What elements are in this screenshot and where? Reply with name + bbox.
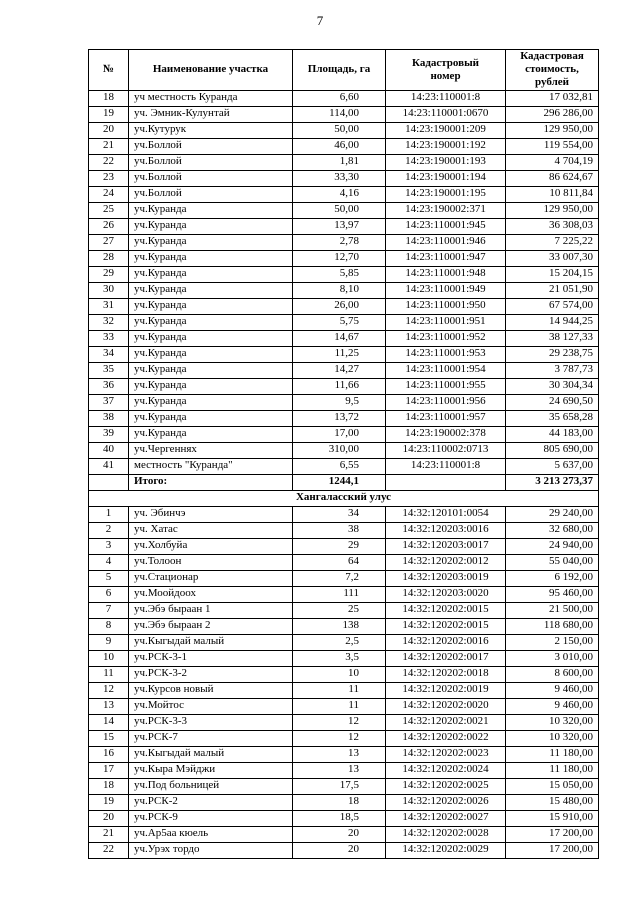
cell-name: уч.Куранда <box>129 298 293 314</box>
cell-cost: 4 704,19 <box>506 154 599 170</box>
cell-num: 6 <box>89 586 129 602</box>
cell-name: уч.Куранда <box>129 378 293 394</box>
cell-num: 18 <box>89 778 129 794</box>
cell-area: 13 <box>293 762 386 778</box>
cell-cad: 14:23:110001:957 <box>386 410 506 426</box>
table-row-section1 <box>89 378 599 394</box>
cell-name: уч. Эмник-Кулунтай <box>129 106 293 122</box>
cell-num: 3 <box>89 538 129 554</box>
cell-num: 7 <box>89 602 129 618</box>
cell-name: уч. Эбинчэ <box>129 506 293 522</box>
header-row <box>89 50 599 91</box>
cell-cost: 3 010,00 <box>506 650 599 666</box>
cell-name: уч.Боллой <box>129 186 293 202</box>
cell-cad: 14:32:120203:0017 <box>386 538 506 554</box>
cell-num: 24 <box>89 186 129 202</box>
cell-cost: 9 460,00 <box>506 698 599 714</box>
cell-area: 310,00 <box>293 442 386 458</box>
cell-cost: 17 200,00 <box>506 826 599 842</box>
cell-cad: 14:23:110001:954 <box>386 362 506 378</box>
cell-area: 1,81 <box>293 154 386 170</box>
cell-num: 20 <box>89 810 129 826</box>
cell-name: уч.Эбэ быраан 2 <box>129 618 293 634</box>
table-row-section1 <box>89 346 599 362</box>
cell-name: уч.Боллой <box>129 154 293 170</box>
table-row-section2 <box>89 698 599 714</box>
table-row-section1 <box>89 138 599 154</box>
cell-area: 12,70 <box>293 250 386 266</box>
table-row-section2 <box>89 618 599 634</box>
table-row-section1 <box>89 250 599 266</box>
cell-name: уч.Куранда <box>129 426 293 442</box>
cell-area: 38 <box>293 522 386 538</box>
cell-area: 3,5 <box>293 650 386 666</box>
cell-area: 9,5 <box>293 394 386 410</box>
table-row-section1 <box>89 218 599 234</box>
cell-name: уч.Кыгыдай малый <box>129 634 293 650</box>
cell-num: 31 <box>89 298 129 314</box>
table-row-section1 <box>89 394 599 410</box>
cell-area: 138 <box>293 618 386 634</box>
cell-cad: 14:23:190002:378 <box>386 426 506 442</box>
table-row-section1 <box>89 106 599 122</box>
table-row-section2 <box>89 762 599 778</box>
cell-cad: 14:32:120203:0020 <box>386 586 506 602</box>
cell-area: 50,00 <box>293 122 386 138</box>
cell-area: 111 <box>293 586 386 602</box>
column-header-num: № <box>89 50 129 91</box>
table-row-section2 <box>89 666 599 682</box>
cell-num: 12 <box>89 682 129 698</box>
cell-cad: 14:23:110001:945 <box>386 218 506 234</box>
table-row-section2 <box>89 746 599 762</box>
cell-name: местность "Куранда" <box>129 458 293 474</box>
cell-name: уч.РСК-9 <box>129 810 293 826</box>
cell-num: 23 <box>89 170 129 186</box>
cell-name: уч.Эбэ быраан 1 <box>129 602 293 618</box>
cell-cost: 21 500,00 <box>506 602 599 618</box>
cell-area: 11,66 <box>293 378 386 394</box>
cell-name: уч. Хатас <box>129 522 293 538</box>
table-row-section2 <box>89 842 599 858</box>
cell-name: уч.Стационар <box>129 570 293 586</box>
cell-area: 11 <box>293 698 386 714</box>
cell-num: 22 <box>89 154 129 170</box>
cell-cost: 55 040,00 <box>506 554 599 570</box>
cell-name: уч.Куранда <box>129 234 293 250</box>
table-row-section2 <box>89 826 599 842</box>
cell-cost: 10 320,00 <box>506 714 599 730</box>
cell-cad: 14:23:110001:956 <box>386 394 506 410</box>
cell-cad: 14:32:120202:0015 <box>386 602 506 618</box>
cell-cost: 6 192,00 <box>506 570 599 586</box>
cell-name: уч.Толоон <box>129 554 293 570</box>
cell-name: уч.РСК-3-3 <box>129 714 293 730</box>
cell-cad: 14:32:120202:0019 <box>386 682 506 698</box>
cell-area: 14,27 <box>293 362 386 378</box>
cell-name: уч.Куранда <box>129 282 293 298</box>
cell-name: уч.Мойтос <box>129 698 293 714</box>
cell-num: 39 <box>89 426 129 442</box>
cell-cad: 14:23:110001:8 <box>386 458 506 474</box>
table-row-section2 <box>89 634 599 650</box>
land-parcels-table <box>88 49 599 859</box>
cell-num: 16 <box>89 746 129 762</box>
cell-cad: 14:32:120202:0022 <box>386 730 506 746</box>
cell-num: 35 <box>89 362 129 378</box>
table-row-section1 <box>89 298 599 314</box>
cell-cost: 3 787,73 <box>506 362 599 378</box>
section-title-row <box>89 490 599 506</box>
table-row-section2 <box>89 730 599 746</box>
cell-name: уч.Чергеннях <box>129 442 293 458</box>
cell-cad: 14:32:120202:0026 <box>386 794 506 810</box>
cell-area: 20 <box>293 842 386 858</box>
cell-cad: 14:23:110002:0713 <box>386 442 506 458</box>
cell-num: 14 <box>89 714 129 730</box>
cell-num: 38 <box>89 410 129 426</box>
cell-num: 28 <box>89 250 129 266</box>
table-body <box>89 90 599 858</box>
table-row-section1 <box>89 186 599 202</box>
cell-cost: 10 811,84 <box>506 186 599 202</box>
cell-name: уч.Куранда <box>129 394 293 410</box>
cell-cad: 14:32:120202:0021 <box>386 714 506 730</box>
cell-cad: 14:32:120202:0012 <box>386 554 506 570</box>
cell-cad: 14:32:120202:0015 <box>386 618 506 634</box>
cell-area: 7,2 <box>293 570 386 586</box>
table-row-section2 <box>89 650 599 666</box>
cell-num: 10 <box>89 650 129 666</box>
cell-cad: 14:23:110001:8 <box>386 90 506 106</box>
cell-name: уч.Ар5аа кюель <box>129 826 293 842</box>
cell-name: уч.РСК-3-1 <box>129 650 293 666</box>
cell-area: 8,10 <box>293 282 386 298</box>
cell-name: уч.Боллой <box>129 138 293 154</box>
cell-cost: 35 658,28 <box>506 410 599 426</box>
cell-area: 64 <box>293 554 386 570</box>
cell-num: 5 <box>89 570 129 586</box>
table-row-section1 <box>89 202 599 218</box>
cell-num: 21 <box>89 138 129 154</box>
cell-cost: 15 910,00 <box>506 810 599 826</box>
cell-name: уч.Боллой <box>129 170 293 186</box>
cell-area: 12 <box>293 730 386 746</box>
cell-area: 29 <box>293 538 386 554</box>
cell-num: 41 <box>89 458 129 474</box>
cell-cost: 24 940,00 <box>506 538 599 554</box>
cell-cad: 14:23:110001:946 <box>386 234 506 250</box>
cell-cost: 67 574,00 <box>506 298 599 314</box>
cell-cad: 14:23:110001:947 <box>386 250 506 266</box>
cell-area: 6,55 <box>293 458 386 474</box>
table-row-section2 <box>89 570 599 586</box>
table-row-section1 <box>89 410 599 426</box>
cell-area: 13,72 <box>293 410 386 426</box>
cell-cad: 14:32:120202:0027 <box>386 810 506 826</box>
cell-num: 21 <box>89 826 129 842</box>
cell-cad: 14:32:120203:0016 <box>386 522 506 538</box>
cell-area: 5,75 <box>293 314 386 330</box>
cell-name: уч.Холбуйа <box>129 538 293 554</box>
table-row-section2 <box>89 778 599 794</box>
table-row-section1 <box>89 330 599 346</box>
cell-cad: 14:32:120202:0025 <box>386 778 506 794</box>
cell-cad: 14:23:190002:371 <box>386 202 506 218</box>
cell-num: 9 <box>89 634 129 650</box>
cell-cad: 14:23:110001:952 <box>386 330 506 346</box>
table-row-section1 <box>89 154 599 170</box>
cell-name: уч.РСК-3-2 <box>129 666 293 682</box>
cell-area: 13 <box>293 746 386 762</box>
cell-num: 36 <box>89 378 129 394</box>
table-row-section2 <box>89 506 599 522</box>
cell-name: уч.Кыгыдай малый <box>129 746 293 762</box>
cell-name: уч.Кутурук <box>129 122 293 138</box>
table-row-section2 <box>89 602 599 618</box>
cell-area: 14,67 <box>293 330 386 346</box>
cell-cost: 38 127,33 <box>506 330 599 346</box>
table-row-section1 <box>89 266 599 282</box>
cell-num: 8 <box>89 618 129 634</box>
cell-area: 11 <box>293 682 386 698</box>
cell-cost: 11 180,00 <box>506 762 599 778</box>
table-row-section2 <box>89 522 599 538</box>
cell-area: 25 <box>293 602 386 618</box>
table-row-section2 <box>89 682 599 698</box>
cell-cost: 29 238,75 <box>506 346 599 362</box>
table-row-section2 <box>89 810 599 826</box>
column-header-cad: Кадастровый номер <box>386 50 506 91</box>
cell-area: 50,00 <box>293 202 386 218</box>
cell-cost: 29 240,00 <box>506 506 599 522</box>
total-row <box>89 474 599 490</box>
cell-num: 25 <box>89 202 129 218</box>
cell-area: 2,5 <box>293 634 386 650</box>
cell-num: 22 <box>89 842 129 858</box>
cell-cost: 21 051,90 <box>506 282 599 298</box>
cell-cad: 14:32:120202:0029 <box>386 842 506 858</box>
cell-num: 26 <box>89 218 129 234</box>
cell-area: 17,00 <box>293 426 386 442</box>
cell-cost: 9 460,00 <box>506 682 599 698</box>
cell-num: 30 <box>89 282 129 298</box>
cell-num: 18 <box>89 90 129 106</box>
cell-cad: 14:32:120202:0017 <box>386 650 506 666</box>
cell-num: 19 <box>89 106 129 122</box>
cell-name: уч.Курсов новый <box>129 682 293 698</box>
cell-cost: 86 624,67 <box>506 170 599 186</box>
cell-cost: 129 950,00 <box>506 202 599 218</box>
cell-name: уч.Куранда <box>129 362 293 378</box>
cell-area: 33,30 <box>293 170 386 186</box>
cell-area: 17,5 <box>293 778 386 794</box>
cell-cost: 32 680,00 <box>506 522 599 538</box>
column-header-area: Площадь, га <box>293 50 386 91</box>
column-header-name: Наименование участка <box>129 50 293 91</box>
cell-cost: 11 180,00 <box>506 746 599 762</box>
table-row-section2 <box>89 538 599 554</box>
table-row-section2 <box>89 714 599 730</box>
table-row-section1 <box>89 458 599 474</box>
cell-num: 27 <box>89 234 129 250</box>
cell-cad: 14:23:110001:948 <box>386 266 506 282</box>
cell-cad: 14:32:120202:0023 <box>386 746 506 762</box>
cell-num: 32 <box>89 314 129 330</box>
cell-name: уч.Куранда <box>129 250 293 266</box>
cell-num: 17 <box>89 762 129 778</box>
cell-cost: 15 480,00 <box>506 794 599 810</box>
cell-cost: 119 554,00 <box>506 138 599 154</box>
cell-num: 15 <box>89 730 129 746</box>
cell-cost: 95 460,00 <box>506 586 599 602</box>
cell-cost: 36 308,03 <box>506 218 599 234</box>
cell-num: 13 <box>89 698 129 714</box>
cell-cad: 14:23:110001:951 <box>386 314 506 330</box>
cell-cost: 10 320,00 <box>506 730 599 746</box>
cell-num: 37 <box>89 394 129 410</box>
cell-cad: 14:23:190001:195 <box>386 186 506 202</box>
cell-name: уч.Куранда <box>129 266 293 282</box>
table-row-section1 <box>89 426 599 442</box>
cell-cad: 14:23:110001:953 <box>386 346 506 362</box>
cell-num: 29 <box>89 266 129 282</box>
table-row-section1 <box>89 170 599 186</box>
cell-num: 40 <box>89 442 129 458</box>
cell-cad: 14:23:110001:0670 <box>386 106 506 122</box>
cell-cad: 14:32:120101:0054 <box>386 506 506 522</box>
table-header <box>89 50 599 91</box>
cell-cost: 2 150,00 <box>506 634 599 650</box>
cell-cad: 14:32:120202:0016 <box>386 634 506 650</box>
cell-num: 11 <box>89 666 129 682</box>
cell-name: уч.РСК-2 <box>129 794 293 810</box>
cell-cad: 14:23:190001:192 <box>386 138 506 154</box>
cell-num: 20 <box>89 122 129 138</box>
cell-cost: 8 600,00 <box>506 666 599 682</box>
cell-area: 4,16 <box>293 186 386 202</box>
cell-cad: 14:32:120202:0028 <box>386 826 506 842</box>
cell-cad: 14:32:120203:0019 <box>386 570 506 586</box>
cell-cad: 14:32:120202:0024 <box>386 762 506 778</box>
cell-area: 6,60 <box>293 90 386 106</box>
cell-num: 2 <box>89 522 129 538</box>
cell-cost: 7 225,22 <box>506 234 599 250</box>
cell-area: 46,00 <box>293 138 386 154</box>
cell-name: уч.Куранда <box>129 346 293 362</box>
table-row-section1 <box>89 90 599 106</box>
cell-area: 2,78 <box>293 234 386 250</box>
table-row-section1 <box>89 314 599 330</box>
cell-cad: 14:23:190001:193 <box>386 154 506 170</box>
cell-cost: 3 213 273,37 <box>506 474 599 490</box>
cell-cost: 118 680,00 <box>506 618 599 634</box>
cell-cost: 44 183,00 <box>506 426 599 442</box>
cell-cad <box>386 474 506 490</box>
cell-area: 34 <box>293 506 386 522</box>
cell-area: 1244,1 <box>293 474 386 490</box>
table-row-section2 <box>89 586 599 602</box>
cell-cad: 14:23:110001:950 <box>386 298 506 314</box>
cell-num <box>89 474 129 490</box>
cell-cost: 30 304,34 <box>506 378 599 394</box>
cell-cad: 14:32:120202:0018 <box>386 666 506 682</box>
cell-name: уч.Куранда <box>129 218 293 234</box>
cell-area: 18,5 <box>293 810 386 826</box>
section-title: Хангаласский улус <box>89 490 599 506</box>
cell-cad: 14:23:110001:949 <box>386 282 506 298</box>
page-number: 7 <box>316 13 324 28</box>
table-row-section1 <box>89 282 599 298</box>
cell-cad: 14:32:120202:0020 <box>386 698 506 714</box>
cell-area: 5,85 <box>293 266 386 282</box>
table-row-section2 <box>89 794 599 810</box>
cell-cost: 15 050,00 <box>506 778 599 794</box>
cell-num: 4 <box>89 554 129 570</box>
cell-num: 1 <box>89 506 129 522</box>
cell-name: уч.Куранда <box>129 202 293 218</box>
cell-cad: 14:23:190001:194 <box>386 170 506 186</box>
cell-name: уч.Куранда <box>129 314 293 330</box>
table-row-section1 <box>89 442 599 458</box>
column-header-cost: Кадастровая стоимость, рублей <box>506 50 599 91</box>
cell-cost: 24 690,50 <box>506 394 599 410</box>
cell-cost: 14 944,25 <box>506 314 599 330</box>
cell-cost: 17 200,00 <box>506 842 599 858</box>
cell-area: 13,97 <box>293 218 386 234</box>
cell-area: 20 <box>293 826 386 842</box>
cell-num: 34 <box>89 346 129 362</box>
cell-area: 26,00 <box>293 298 386 314</box>
cell-area: 10 <box>293 666 386 682</box>
cell-cost: 129 950,00 <box>506 122 599 138</box>
cell-num: 19 <box>89 794 129 810</box>
table-row-section1 <box>89 362 599 378</box>
table-row-section1 <box>89 122 599 138</box>
cell-area: 11,25 <box>293 346 386 362</box>
cell-name: Итого: <box>129 474 293 490</box>
cell-name: уч.Кыра Мэйджи <box>129 762 293 778</box>
cell-cost: 296 286,00 <box>506 106 599 122</box>
cell-cad: 14:23:190001:209 <box>386 122 506 138</box>
cell-cad: 14:23:110001:955 <box>386 378 506 394</box>
table-row-section1 <box>89 234 599 250</box>
cell-name: уч.Куранда <box>129 410 293 426</box>
cell-cost: 805 690,00 <box>506 442 599 458</box>
cell-area: 114,00 <box>293 106 386 122</box>
cell-name: уч.РСК-7 <box>129 730 293 746</box>
cell-num: 33 <box>89 330 129 346</box>
cell-name: уч.Урэх тордо <box>129 842 293 858</box>
cell-cost: 5 637,00 <box>506 458 599 474</box>
cell-cost: 33 007,30 <box>506 250 599 266</box>
table-row-section2 <box>89 554 599 570</box>
cell-cost: 17 032,81 <box>506 90 599 106</box>
cell-area: 18 <box>293 794 386 810</box>
cell-name: уч.Куранда <box>129 330 293 346</box>
cell-cost: 15 204,15 <box>506 266 599 282</box>
cell-area: 12 <box>293 714 386 730</box>
cell-name: уч местность Куранда <box>129 90 293 106</box>
cell-name: уч.Моойдоох <box>129 586 293 602</box>
cell-name: уч.Под больницей <box>129 778 293 794</box>
